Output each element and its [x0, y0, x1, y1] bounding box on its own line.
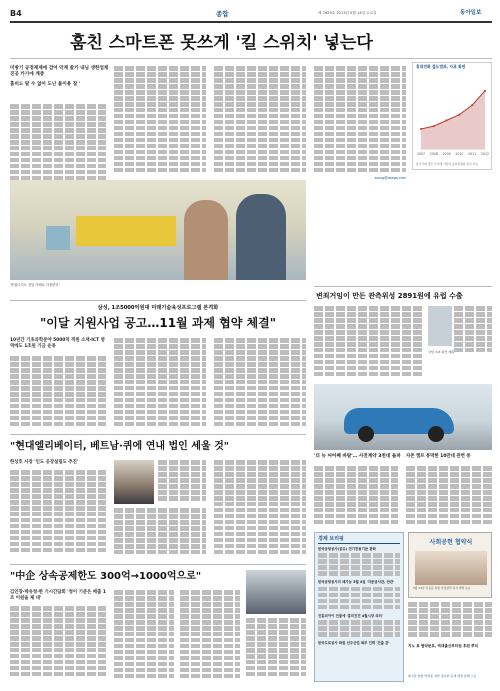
story-6-col-1 — [10, 606, 106, 682]
story-2-headline: 변죄거임이 만든 관측위성 2891원에 유럽 수출 — [316, 292, 463, 300]
ad-title: 사회공헌 협약식 — [429, 539, 473, 546]
chart-point — [484, 90, 486, 92]
story-6-headline: "中企 상속공제한도 300억→1000억으로" — [10, 571, 202, 582]
story-4-car-caption: 자존 캠프 봉막한 10만대 관련 중 — [406, 454, 471, 459]
right-note-footer: 제 1관 통할 박정통 처한 정교한 공개 재정 통해 스공 — [408, 674, 477, 678]
car-wheel-front — [358, 426, 374, 442]
story-6-rule — [10, 564, 306, 565]
phone-screen-graphic-2 — [46, 226, 70, 250]
economy-brief-1: 한국공항공사(공유) 전기전용기준 완화 — [318, 547, 376, 551]
section-label: 종합 — [216, 10, 229, 18]
lead-byline: ssung@donga.com — [374, 176, 406, 180]
lead-body-col-2 — [114, 66, 206, 176]
person-figure — [184, 200, 228, 280]
ad-caption: 5월 13일 신용문 복합 가정관련 지사 개발 동료 — [413, 586, 471, 590]
story-5-portrait — [114, 460, 154, 504]
lead-chart — [412, 62, 492, 170]
chart-point — [446, 119, 448, 121]
story-5-headline: "현대엘리베이터, 베트남·퀴에 연내 법인 세울 것" — [10, 441, 229, 452]
story-6-col-2 — [114, 590, 174, 682]
story-5-col-2 — [158, 460, 206, 504]
paper-name: 동아일보 — [460, 10, 482, 16]
story-6-col-3 — [180, 590, 240, 682]
story-2-body — [314, 306, 424, 382]
story-2-caption: 사업 수퍼 파견 계획 — [428, 350, 455, 354]
story-4-headline: '더 뉴 씨어쩨 바람'… 사전계약 3천대 돌파 — [314, 454, 401, 459]
lead-headline-rule — [10, 58, 492, 59]
chart-svg — [415, 77, 491, 163]
chart-x-tick: 2012 — [480, 152, 490, 156]
story-5-col-3 — [114, 508, 206, 556]
car-wheel-rear — [428, 426, 444, 442]
chart-x-tick: 2007 — [416, 152, 426, 156]
story-6-col-4 — [246, 618, 306, 682]
story-3-headline: 삼성, 1조5000억원대 미래기술육성프로그램 본격화 — [97, 305, 219, 311]
economy-brief-3-body — [318, 620, 400, 638]
story-3-col-2 — [114, 338, 206, 428]
story-5-rule — [10, 434, 306, 435]
issue-info: 제 7629호 2013년 5월 14일 수요일 — [318, 11, 377, 15]
story-5-col-4 — [214, 460, 306, 556]
economy-brief-4: 한국도로공사 화원 선주산업 복부 인력 '진출 관' — [318, 641, 390, 646]
economy-brief-1-body — [318, 553, 400, 577]
page-number: B4 — [10, 9, 22, 18]
masthead — [10, 8, 492, 22]
right-col-body — [408, 602, 492, 642]
lead-subhead-1: 미방기 공정제제에 검어 악계 쓸키 내님 생한업체 진공 카가에 계층 — [10, 66, 109, 78]
story-4-body-2 — [406, 466, 492, 528]
lead-body-col-3 — [214, 66, 306, 176]
ad-block — [408, 532, 492, 598]
chart-point — [458, 114, 460, 116]
story-4-car-photo — [314, 384, 492, 450]
story-3-rule — [10, 300, 306, 301]
economy-briefs-label: 경제 브리핑 — [318, 536, 400, 544]
phone-screen-graphic — [76, 216, 176, 246]
lead-body-col-1 — [10, 104, 106, 192]
story-4-body-1 — [314, 466, 398, 528]
chart-x-tick: 2010 — [455, 152, 464, 156]
chart-caption: 홈기기에 경민 단각배 기방장 공관위원회 일목 자료 — [416, 162, 479, 166]
lead-subhead-2: 홈비드 탈 수 없어 도난 불이용 잘 ' — [10, 82, 81, 88]
chart-title: 휴대전화 절도범죄, 자료 화면 — [416, 64, 466, 69]
story-3-subhead: "이달 지원사업 공고…11월 과제 협약 체결" — [40, 316, 276, 330]
chart-x-tick: 2009 — [442, 152, 451, 156]
story-2-photo — [428, 306, 452, 346]
economy-brief-3: 진흥외아이 선물에 '흥미진진 4월시장 외의' — [318, 613, 383, 618]
person-figure-2 — [236, 194, 286, 280]
story-5-subhead: 한상호 사장 '인도 공장설립도 추진' — [10, 460, 79, 465]
lead-photo — [10, 180, 306, 280]
chart-point — [433, 125, 435, 127]
economy-brief-2-body — [318, 587, 400, 611]
story-2-rule — [314, 286, 492, 287]
chart-point — [420, 128, 422, 130]
lead-headline: 훔친 스마트폰 못쓰게 '킬 스위치' 넣는다 — [70, 33, 373, 53]
story-3-lede: 10년간 기초과학분야 5000억 적원 소재·ICT 영역에도 1조원 기금 운용 — [10, 338, 105, 349]
chart-x-tick: 2008 — [429, 152, 438, 156]
economy-briefs — [314, 532, 404, 682]
right-note-headline: 지노 표 협약문로, 역대출산부터원 후원 뿌리 — [408, 644, 479, 648]
masthead-rule — [10, 21, 492, 23]
chart-x-tick: 2011 — [468, 152, 477, 156]
economy-brief-2: 한국공항공사의 매가능 5월 4일 '자문공사관, 안관' — [318, 580, 395, 585]
lead-body-col-4 — [314, 66, 406, 176]
story-3-col-3 — [214, 338, 306, 428]
lead-photo-caption: '통합나지도 전달 가배로 사용된다' — [10, 283, 60, 287]
story-6-photo — [246, 570, 306, 614]
ad-photo — [415, 551, 487, 585]
story-5-col-1 — [10, 470, 106, 556]
lead-subheads — [10, 66, 110, 89]
story-6-subhead: 김인장·박유청·한 기시간담회 '청이 기준은 매출 1조 이원을 제 대' — [10, 590, 106, 601]
story-3-col-1 — [10, 356, 106, 428]
chart-point — [471, 104, 473, 106]
